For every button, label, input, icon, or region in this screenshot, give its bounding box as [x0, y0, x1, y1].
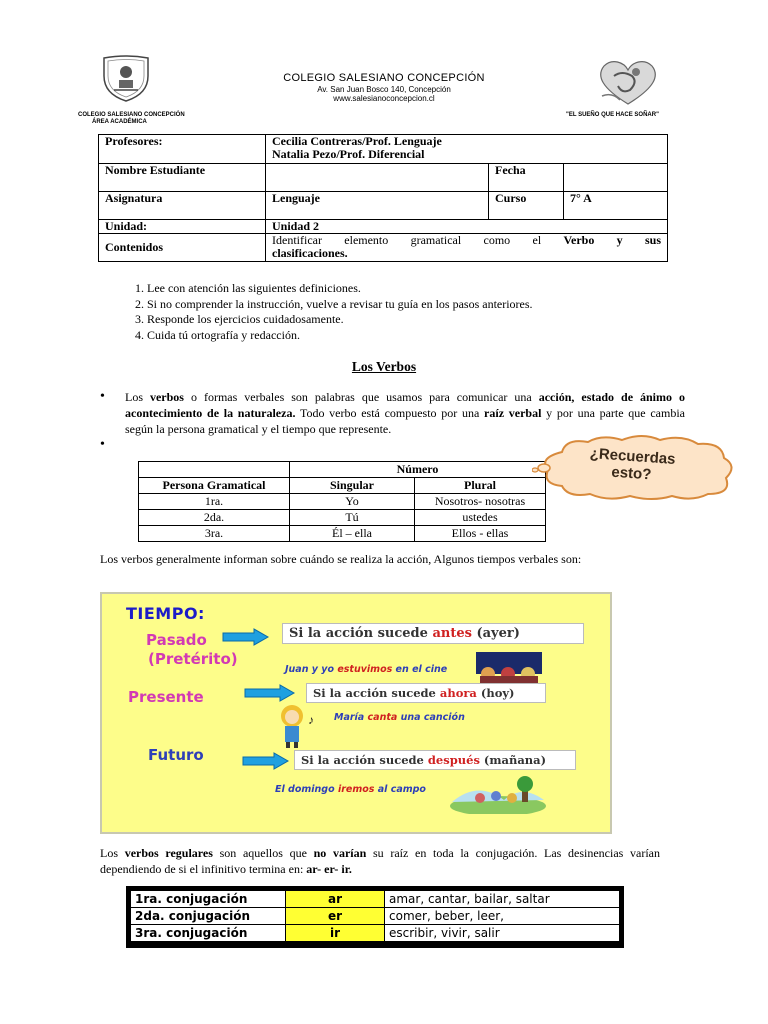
contenidos-value-cell: [266, 234, 668, 262]
table-row: [99, 192, 668, 220]
conjugation-name-cell: 1ra. conjugación: [131, 891, 286, 908]
text-run: (hoy): [476, 686, 515, 700]
preterito-label: (Pretérito): [148, 650, 238, 668]
countryside-picnic-illustration-icon: [448, 772, 548, 814]
estudiante-label-cell: Nombre Estudiante: [99, 164, 266, 192]
futuro-label: Futuro: [148, 746, 204, 764]
singular-header: Singular: [290, 478, 415, 494]
empty-header-cell: [139, 462, 290, 478]
asignatura-value-cell: Lenguaje: [266, 192, 489, 220]
dream-heart-logo: [592, 56, 664, 108]
table-row: [131, 925, 620, 942]
unidad-label-cell: Unidad:: [99, 220, 266, 234]
singing-girl-illustration-icon: [274, 702, 322, 748]
cloud-line2: esto?: [610, 463, 652, 484]
profesores-value-cell: [266, 135, 668, 164]
text-run: Si la acción sucede: [289, 626, 433, 641]
conjugation-examples-cell: comer, beber, leer,: [385, 908, 620, 925]
instruction-item: 3. Responde los ejercicios cuidadosamente.: [147, 312, 533, 328]
text-run-highlight: iremos: [337, 784, 375, 795]
pasado-example: [285, 664, 447, 675]
persona-cell: 2da.: [139, 510, 290, 526]
text-run: Los: [100, 846, 125, 860]
futuro-example: [275, 784, 426, 795]
contenidos-text: Identificar elemento gramatical como el: [272, 233, 564, 247]
left-logo-caption-line2: ÁREA ACADÉMICA: [92, 119, 147, 125]
text-run: Si la acción sucede: [301, 753, 428, 767]
text-run: y por una parte que cambia según la persona gramatical y el tiempo que represente.: [125, 406, 685, 436]
conjugation-name-cell: 3ra. conjugación: [131, 925, 286, 942]
conjugation-name-cell: 2da. conjugación: [131, 908, 286, 925]
text-run-bold: raíz verbal: [484, 406, 542, 420]
text-run: El domingo: [275, 784, 338, 795]
verbos-regulares-paragraph: [100, 845, 660, 877]
table-row: [99, 164, 668, 192]
instruction-item: 4. Cuida tú ortografía y redacción.: [147, 328, 533, 344]
text-run: una canción: [397, 712, 465, 723]
text-run: o formas verbales son palabras que usamos para comunicar una: [183, 390, 539, 404]
fecha-label-cell: Fecha: [489, 164, 564, 192]
singular-cell: Tú: [290, 510, 415, 526]
instruction-item: 1. Lee con atención las siguientes definiciones.: [147, 281, 533, 297]
singular-cell: Él – ella: [290, 526, 415, 542]
text-run: Si la acción sucede: [313, 686, 440, 700]
cloud-line1: ¿Recuerdas: [589, 445, 677, 468]
pasado-label: Pasado: [146, 631, 207, 649]
text-run-highlight: estuvimos: [337, 664, 393, 675]
text-run: Juan y yo: [285, 664, 338, 675]
contenidos-bold-1: Verbo y sus: [563, 233, 661, 247]
plural-cell: Ellos - ellas: [415, 526, 546, 542]
text-run-highlight: antes: [432, 626, 472, 641]
table-row: [131, 891, 620, 908]
text-run-bold: verbos: [149, 390, 184, 404]
school-website: www.salesianoconcepcion.cl: [333, 94, 435, 103]
presente-example: [334, 712, 465, 723]
persona-gramatical-table: [138, 461, 546, 542]
contenidos-label-cell: Contenidos: [99, 234, 266, 262]
table-row: [99, 135, 668, 164]
bullet-dot: •: [100, 389, 105, 404]
text-run: (mañana): [479, 753, 547, 767]
plural-cell: Nosotros- nosotras: [415, 494, 546, 510]
numero-header: Número: [290, 462, 546, 478]
text-run: son aquellos que: [212, 846, 314, 860]
curso-label-cell: Curso: [489, 192, 564, 220]
tiempos-intro-paragraph: Los verbos generalmente informan sobre cuándo se realiza la acción, Algunos tiempos verbales son:: [100, 552, 582, 566]
text-run: (ayer): [471, 626, 520, 641]
verbos-definition-paragraph: [125, 389, 685, 437]
text-run: al campo: [374, 784, 426, 795]
conjugation-examples-cell: escribir, vivir, salir: [385, 925, 620, 942]
presente-rule: [306, 683, 546, 703]
futuro-rule: [294, 750, 576, 770]
plural-cell: ustedes: [415, 510, 546, 526]
profesores-label-cell: Profesores:: [99, 135, 266, 164]
section-title: Los Verbos: [351, 359, 417, 374]
arrow-right-icon: [244, 684, 296, 702]
table-row: [139, 478, 546, 494]
text-run: Los: [125, 390, 150, 404]
table-row: [139, 494, 546, 510]
text-run-bold: verbos regulares: [124, 846, 213, 860]
text-run-highlight: canta: [367, 712, 398, 723]
conjugation-table: [130, 890, 620, 942]
conjugation-ending-cell: ir: [286, 925, 385, 942]
estudiante-field[interactable]: [266, 164, 489, 192]
student-info-table: [98, 134, 668, 262]
unidad-value-cell: Unidad 2: [266, 220, 668, 234]
text-run-highlight: ahora: [439, 686, 477, 700]
table-row: [139, 510, 546, 526]
school-name: COLEGIO SALESIANO CONCEPCIÓN: [283, 72, 485, 84]
bullet-dot: •: [100, 437, 105, 452]
fecha-field[interactable]: [564, 164, 668, 192]
plural-header: Plural: [415, 478, 546, 494]
conjugation-table-frame: [126, 886, 624, 948]
persona-cell: 3ra.: [139, 526, 290, 542]
text-run: Todo verbo está compuesto por una: [295, 406, 485, 420]
singular-cell: Yo: [290, 494, 415, 510]
instructions-list: [101, 281, 533, 343]
school-address: Av. San Juan Bosco 140, Concepción: [317, 85, 451, 94]
conjugation-ending-cell: er: [286, 908, 385, 925]
profesor-1: Cecilia Contreras/Prof. Lenguaje: [272, 134, 442, 148]
text-run: su raíz en toda la conjugación. Las desinencias varían dependiendo de si el infinitivo termina en:: [100, 846, 660, 876]
asignatura-label-cell: Asignatura: [99, 192, 266, 220]
table-row: [99, 220, 668, 234]
profesor-2: Natalia Pezo/Prof. Diferencial: [272, 147, 425, 161]
text-run-bold: no varían: [313, 846, 367, 860]
instruction-item: 2. Si no comprender la instrucción, vuelve a revisar tu guía en los pasos anteriores.: [147, 297, 533, 313]
conjugation-ending-cell: ar: [286, 891, 385, 908]
cinema-illustration-icon: [472, 650, 546, 684]
text-run-bold: acción, estado de ánimo o acontecimiento de la naturaleza.: [125, 390, 685, 420]
left-logo-caption-line1: COLEGIO SALESIANO CONCEPCIÓN: [78, 112, 185, 118]
conjugation-examples-cell: amar, cantar, bailar, saltar: [385, 891, 620, 908]
text-run-highlight: después: [427, 753, 480, 767]
text-run: María: [334, 712, 368, 723]
arrow-right-icon: [222, 628, 270, 646]
presente-label: Presente: [128, 688, 204, 706]
arrow-right-icon: [242, 752, 290, 770]
persona-header: Persona Gramatical: [139, 478, 290, 494]
text-run-bold: ar- er- ir.: [306, 862, 352, 876]
table-row: [139, 526, 546, 542]
pasado-rule: [282, 623, 584, 644]
table-row: [131, 908, 620, 925]
svg-text:♪: ♪: [308, 713, 314, 727]
persona-cell: 1ra.: [139, 494, 290, 510]
curso-value-cell: 7° A: [564, 192, 668, 220]
contenidos-bold-2: clasificaciones.: [272, 246, 348, 260]
left-logo-caption: [78, 112, 185, 126]
table-row: [99, 234, 668, 262]
tiempo-title: TIEMPO:: [126, 604, 205, 623]
text-run: en el cine: [392, 664, 448, 675]
school-motto: "EL SUEÑO QUE HACE SOÑAR": [566, 112, 659, 118]
table-row: [139, 462, 546, 478]
